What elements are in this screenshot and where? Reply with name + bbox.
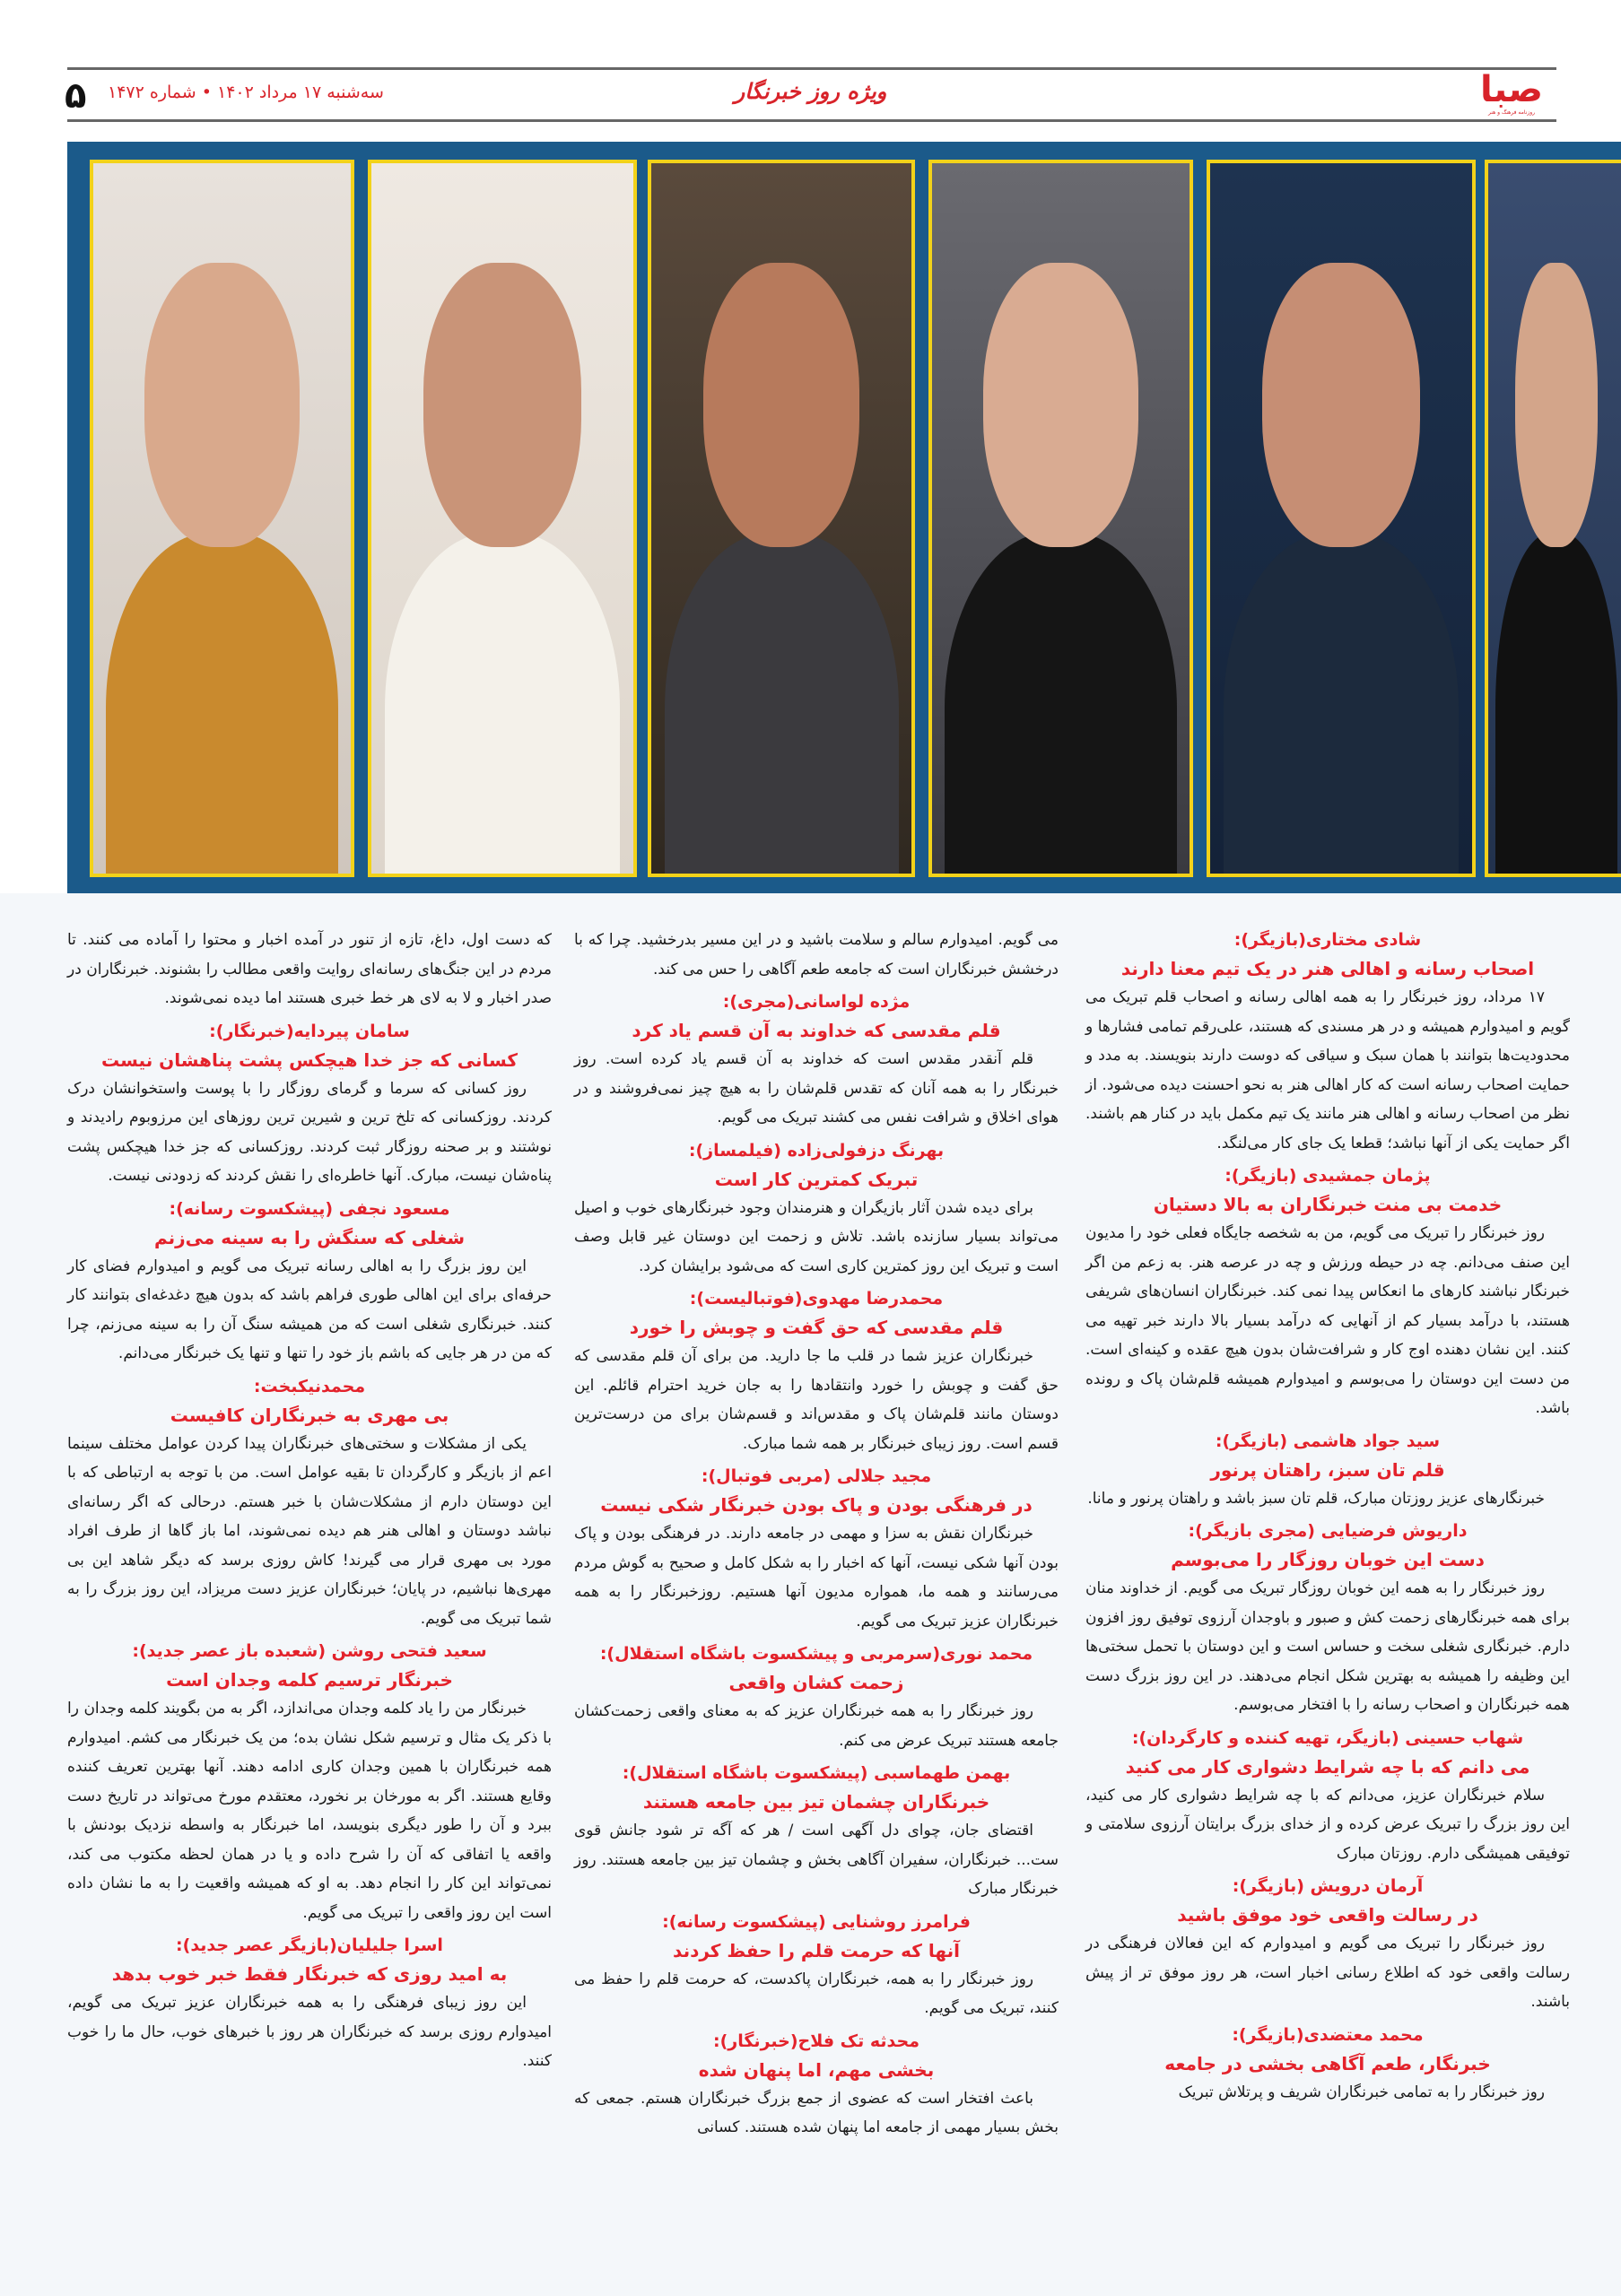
quote-body: روز خبرنگار را به همه، خبرنگاران پاکدست، که حرمت قلم را حفظ می کنند، تبریک می گویم. xyxy=(574,1970,1059,2017)
portrait-photo xyxy=(1207,160,1476,877)
speaker-name: شادی مختاری(بازیگر): xyxy=(1233,930,1422,950)
speaker-name: بهرنگ دزفولی‌زاده (فیلمساز): xyxy=(688,1140,945,1161)
quote-headline: زحمت کشان واقعی xyxy=(728,1672,904,1693)
header-rule-top xyxy=(67,67,1556,70)
quote-body: قلم آنقدر مقدس است که خداوند به آن قسم یاد کرده است. روز خبرنگار را به همه آنان که تقدس قلم‌شان را به هیچ چیز نمی‌فروشند و در هوای اخلاق و شرافت نفس می کشند تبریک می گویم. xyxy=(574,1050,1059,1126)
quote-headline: در رسالت واقعی خود موفق باشید xyxy=(1177,1904,1478,1926)
quote-body: می گویم. امیدوارم سالم و سلامت باشید و در این مسیر بدرخشید. چرا که با درخشش خبرنگاران است که جامعه طعم آگاهی را حس می کند. xyxy=(574,931,1059,978)
quote-headline: بخشی مهم، اما پنهان شده xyxy=(698,2058,935,2081)
speaker-name: محمدرضا مهدوی(فوتبالیست): xyxy=(689,1289,944,1309)
quote-body: روز خبرنگار را تبریک می گویم، من به شخصه جایگاه فعلی خود را مدیون این صنف می‌دانم. چه در حیطه ورزش و چه در عرصه هنر. به زعم من اگر خبرنگار نباشند کارهای ما انعکاس پیدا نمی کند. خبرنگاران انسان‌های شریفی هستند، با درآمد بسیار کم از آنهایی که درآمد بسیار بالا دارند خبر تهیه می کنند. این نشان دهنده اوج کار و شرافت‌شان بدون هیچ عقده و کینه‌ای است. من دست این دوستان را می‌بوسم و امیدوارم همیشه قلم‌شان پاک و رونده باشد. xyxy=(1085,1224,1570,1417)
newspaper-logo xyxy=(1462,70,1561,117)
quote-body: برای دیده شدن آثار بازیگران و هنرمندان وجود خبرنگارهای خوب و اصیل می‌تواند بسیار سازنده باشد. تلاش و زحمت این دوستان غیر قابل وصف است و تبریک این روز کمترین کاری است که می‌شود برایشان کرد. xyxy=(574,1198,1059,1275)
portrait-photo xyxy=(90,160,354,877)
quote-body: خبرنگار من را یاد کلمه وجدان می‌اندازد، اگر به من بگویند کلمه وجدان را با ذکر یک مثال و ترسیم شکل نشان بده؛ من یک خبرنگار می کشم. امیدوارم همه خبرنگاران با همین وجدان کاری ادامه دهند. آنها بهترین تعریف کننده وقایع هستند. اگر به مورخان بر نخورد، معتقدم مورخ می‌تواند در تاریخ دست ببرد و آن را طور دیگری بنویسد، اما خبرنگار به واسطه نزدیک بودنش با واقعه یا اتفاقی که آن را شرح داده و یا در همان لحظه مکتوب می کند، نمی‌تواند این کار را انجام دهد. به او که همیشه واقعیت را به ما نشان داده است این روز واقعی را تبریک می گویم. xyxy=(67,1700,552,1922)
speaker-name: مسعود نجفی (پیشکسوت رسانه): xyxy=(169,1198,450,1219)
speaker-name: سامان پیردایه(خبرنگار): xyxy=(209,1021,410,1041)
quote-body: خبرنگارهای عزیز روزتان مبارک، قلم تان سبز باشد و راهتان پرنور و مانا. xyxy=(1087,1489,1545,1508)
speaker-name: داریوش فرضیایی (مجری بازیگر): xyxy=(1188,1521,1468,1541)
speaker-name: محمد نوری(سرمربی و پیشکسوت باشگاه استقلال): xyxy=(599,1644,1033,1664)
quote-headline: خدمت بی منت خبرنگاران به بالا دستیان xyxy=(1153,1194,1503,1215)
portrait-photo xyxy=(1485,160,1621,877)
speaker-name: اسرا جلیلیان(بازیگر عصر جدید): xyxy=(176,1935,443,1955)
speaker-name: محدثه تک فلاح(خبرنگار): xyxy=(713,2031,919,2051)
quote-body: روز خبرنگار را به همه خبرنگاران عزیز که به معنای واقعی زحمت‌کشان جامعه هستند تبریک عرض می کنم. xyxy=(574,1702,1059,1750)
section-title: ویژه روز خبرنگار xyxy=(734,79,887,104)
quote-headline: قلم مقدسی که حق گفت و چوبش را خورد xyxy=(629,1317,1004,1338)
logo-text: صبا xyxy=(1480,69,1543,110)
quote-headline: تبریک کمترین کار است xyxy=(714,1168,919,1190)
portrait-photo xyxy=(368,160,637,877)
quote-body: که دست اول، داغ، تازه از تنور در آمده اخبار و محتوا را آماده می کنند. تا مردم در این جنگ‌های رسانه‌ای روایت واقعی مطالب را بشنوند. خبرنگاران در صدر اخبار و لا به لای هر خط خبری هستند اما دیده نمی‌شوند. xyxy=(67,931,552,1007)
logo-subtitle: روزنامه فرهنگ و هنر xyxy=(1487,109,1536,116)
quote-headline: در فرهنگی بودن و پاک بودن خبرنگار شکی نیست xyxy=(600,1494,1033,1516)
photo-strip xyxy=(67,142,1621,893)
speaker-name: مجید جلالی (مربی فوتبال): xyxy=(701,1466,932,1486)
portrait-photo xyxy=(928,160,1193,877)
quote-headline: به امید روزی که خبرنگار فقط خبر خوب بدهد xyxy=(111,1963,508,1985)
speaker-name: شهاب حسینی (بازیگر، تهیه کننده و کارگردان): xyxy=(1131,1727,1524,1748)
quote-body: باعث افتخار است که عضوی از جمع بزرگ خبرنگاران هستم. جمعی که بخش بسیار مهمی از جامعه اما پنهان شده هستند. کسانی xyxy=(574,2089,1059,2136)
speaker-name: بهمن طهماسبی (پیشکسوت باشگاه استقلال): xyxy=(622,1763,1011,1783)
quote-body: روز خبرنگار را تبریک می گویم و امیدوارم که این فعالان فرهنگی در رسالت واقعی خود که اطلاع رسانی اخبار است، هر روز موفق تر از پیش باشند. xyxy=(1085,1935,1570,2011)
quote-body: یکی از مشکلات و سختی‌های خبرنگاران پیدا کردن عوامل مختلف سینما اعم از بازیگر و کارگردان تا بقیه عوامل است. من با توجه به ارتباطی که با این دوستان دارم از مشکلات‌شان با خبر هستم. درحالی که اگر رسانه‌ای نباشد دوستان و اهالی هنر هم دیده نمی‌شوند، اما باز گاها از طرف افراد مورد بی مهری قرار می گیرند! کاش روزی برسد که دیگر شاهد این بی مهری‌ها نباشیم، در پایان؛ خبرنگاران عزیز دست مریزاد، این روز بزرگ را به شما تبریک می گویم. xyxy=(67,1434,552,1628)
quote-body: روز کسانی که سرما و گرمای روزگار را با پوست واستخوانشان درک کردند. روزکسانی که تلخ ترین و شیرین ترین روزهای این مرزوبوم رادیدند و نوشتند و بر صحنه روزگار ثبت کردند. روزکسانی که جز خدا هیچکس پشت پناه‌شان نیست، مبارک. آنها خاطره‌ای را نقش کردند که زدودنی نیست. xyxy=(67,1079,552,1185)
page-number: ۵ xyxy=(65,75,87,117)
speaker-name: سید جواد هاشمی (بازیگر): xyxy=(1215,1431,1441,1451)
speaker-name: محمد معتضدی(بازیگر): xyxy=(1232,2024,1424,2045)
speaker-name: سعید فتحی روشن (شعبده باز عصر جدید): xyxy=(132,1641,487,1661)
column-left xyxy=(67,926,552,2080)
quote-headline: خبرنگار، طعم آگاهی بخشی در جامعه xyxy=(1164,2052,1491,2074)
header-rule-bottom xyxy=(67,119,1556,122)
quote-body: سلام خبرنگاران عزیز، می‌دانم که با چه شرایط دشواری کار می کنید، این روز بزرگ را تبریک عرض کرده و از خدای بزرگ برایتان آرزوی سلامتی و توفیقی همیشگی دارم. روزتان مبارک xyxy=(1085,1786,1570,1863)
quote-headline: می دانم که با چه شرایط دشواری کار می کنید xyxy=(1125,1755,1530,1778)
speaker-name: مژده لواسانی(مجری): xyxy=(722,992,911,1012)
quote-headline: دست این خوبان روزگار را می‌بوسم xyxy=(1171,1549,1485,1570)
speaker-name: پژمان جمشیدی (بازیگر): xyxy=(1224,1166,1431,1186)
quote-headline: کسانی که جز خدا هیچکس پشت پناهشان نیست xyxy=(101,1048,518,1071)
portrait-photo xyxy=(648,160,915,877)
quote-headline: خبرنگاران چشمان تیز بین جامعه هستند xyxy=(642,1791,990,1813)
issue-date: سه‌شنبه ۱۷ مرداد ۱۴۰۲ • شماره ۱۴۷۲ xyxy=(108,83,384,102)
quote-headline: اصحاب رسانه و اهالی هنر در یک تیم معنا دارند xyxy=(1120,958,1535,979)
quote-headline: قلم تان سبز، راهتان پرنور xyxy=(1210,1458,1445,1481)
quote-body: روز خبرنگار را به تمامی خبرنگاران شریف و پرتلاش تبریک xyxy=(1178,2083,1545,2101)
speaker-name: محمدنیکبخت: xyxy=(253,1376,366,1396)
speaker-name: فرامرز روشنایی (پیشکسوت رسانه): xyxy=(662,1911,971,1932)
column-middle xyxy=(574,926,1059,2146)
quote-body: خبرنگاران عزیز شما در قلب ما جا دارید. من برای آن قلم مقدسی که حق گفت و چوبش را خورد وانتقادها را به جان خرید احترام قائلم. این دوستان مانند قلم‌شان پاک و مقدس‌اند و قسم‌شان برای من درست‌ترین قسم است. روز زیبای خبرنگار بر همه شما مبارک. xyxy=(574,1347,1059,1453)
quote-headline: خبرنگار ترسیم کلمه وجدان است xyxy=(166,1669,453,1691)
quote-body: این روز بزرگ را به اهالی رسانه تبریک می گویم و امیدوارم فضای کار حرفه‌ای برای این اهالی طوری فراهم باشد که بدون هیچ دغدغه‌ای بتوانند کار کنند. خبرنگاری شغلی است که من همیشه سنگ آن را به سینه می‌زنم، چرا که من در هر جایی که باشم باز خود را تنها و تنها یک خبرنگار می‌دانم. xyxy=(67,1257,552,1362)
article-body xyxy=(0,893,1621,2296)
speaker-name: آرمان درویش (بازیگر): xyxy=(1232,1876,1424,1896)
quote-headline: بی مهری به خبرنگاران کافیست xyxy=(170,1404,449,1426)
quote-body: خبرنگاران نقش به سزا و مهمی در جامعه دارند. در فرهنگی بودن و پاک بودن آنها شکی نیست، آنها که اخبار را به شکل کامل و صحیح به گوش مردم می‌رسانند و همه ما، همواره مدیون آنها هستیم. روزخبرنگار را به همه خبرنگاران عزیز تبریک می گویم. xyxy=(574,1525,1059,1631)
quote-body: روز خبرنگار را به همه این خوبان روزگار تبریک می گویم. از خداوند منان برای همه خبرنگارهای زحمت کش و صبور و باوجدان آرزوی توفیق روز افزون دارم. خبرنگاری شغلی سخت و حساس است و این دوستان با تحمل سختی‌ها این وظیفه را همیشه به بهترین شکل انجام می‌دهند. در این روز بزرگ دست همه خبرنگاران و اصحاب رسانه را با افتخار می‌بوسم. xyxy=(1085,1579,1570,1714)
quote-body: اقتضای جان، چوای دل آگهی است / هر که آگه تر شود جانش قوی ست... خبرنگاران، سفیران آگاهی بخش و چشمان تیز بین جامعه هستند. روز خبرنگار مبارک xyxy=(574,1822,1059,1898)
quote-body: این روز زیبای فرهنگی را به همه خبرنگاران عزیز تبریک می گویم، امیدوارم روزی برسد که خبرنگاران هر روز با خبرهای خوب، حال ما را خوب کنند. xyxy=(67,1994,552,2070)
quote-headline: آنها که حرمت قلم را حفظ کردند xyxy=(673,1939,960,1961)
quote-body: ۱۷ مرداد، روز خبرنگار را به همه اهالی رسانه و اصحاب قلم تبریک می گویم و امیدوارم همیشه و در هر مسندی که هستند، علی‌رقم تمامی فشارها و محدودیت‌ها بتوانند با همان سبک و سیاقی که دوست دارند بنویسند. به مدد و حمایت اصحاب رسانه است که کار اهالی هنر به نحو احسنت دیده می‌شود. از نظر من اصحاب رسانه و اهالی هنر مانند یک تیم مکمل باید در کنار هم باشند. اگر حمایت یکی از آنها نباشد؛ قطعا یک جای کار می‌لنگد. xyxy=(1085,988,1570,1152)
quote-headline: قلم مقدسی که خداوند به آن قسم یاد کرد xyxy=(632,1020,1001,1041)
column-right xyxy=(1085,926,1570,2110)
quote-headline: شغلی که سنگش را به سینه می‌زنم xyxy=(153,1226,466,1248)
